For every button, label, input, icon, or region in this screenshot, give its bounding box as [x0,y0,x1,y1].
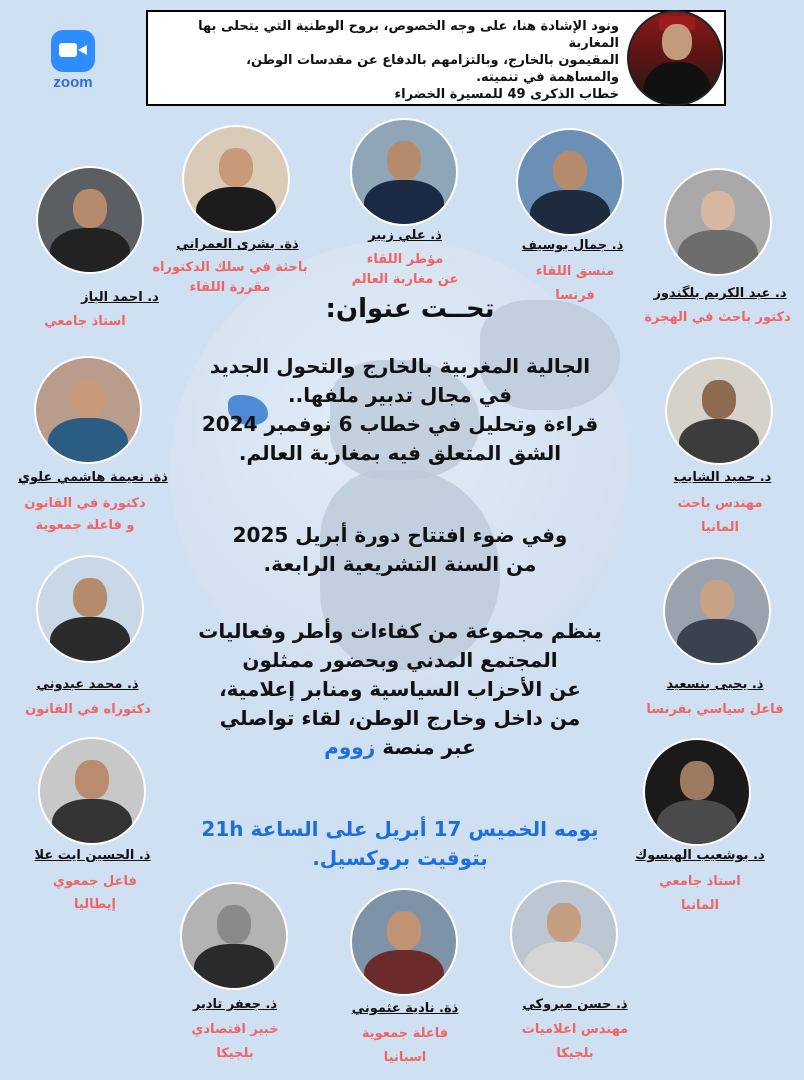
avatar-bouchra-elomrani [182,125,290,233]
avatar-ahmed-elbaz [36,166,144,274]
date-line: بتوقيت بروكسيل. [312,846,488,870]
avatar-hamid-echayeb [665,357,773,465]
participant-name: ذ. علي زبير [368,228,442,243]
avatar-abdelkrim-belguendouz [664,168,772,276]
quote-line: ونود الإشادة هنا، على وجه الخصوص، بروح الوطنية التي يتحلى بها المغاربة [198,19,619,51]
avatar-yahya-bensaid [663,557,771,665]
title-line: في مجال تدبير ملفها.. [288,383,512,407]
participant-role: فاعل سياسي بفرنسا [646,702,784,717]
participant-role: المانيا [680,898,719,913]
participant-name: ذ. جعفر تادير [192,997,278,1012]
avatar-jaafar-tadir [180,882,288,990]
platform-line [160,733,640,762]
participant-role: دكتور باحث في الهجرة [644,310,791,325]
title-line: الشق المتعلق فيه بمغاربة العالم. [238,441,562,465]
organizer-line: عن الأحزاب السياسية ومنابر إعلامية، [219,677,581,701]
participant-role: مقررة اللقاء [189,280,271,295]
title-line: الجالية المغربية بالخارج والتحول الجديد [209,354,591,378]
avatar-ali-zbir [350,118,458,226]
participant-role: دكتوراه في القانون [25,702,151,717]
participant-role: منسق اللقاء [535,264,615,279]
participant-role: المانيا [700,520,739,535]
participant-role: بلجيكا [216,1046,254,1061]
participant-role: استاذ جامعي [44,314,126,329]
participant-name: ذ. محمد عبدوني [36,677,139,692]
participant-name: ذ. جمال بوسيف [521,238,624,253]
participant-role: دكتورة في القانون [24,496,146,511]
context-line: وفي ضوء افتتاح دورة أبريل 2025 [232,523,568,547]
participant-name: ذ. الحسين ايت علا [34,848,151,863]
participant-name: ذة. نادية عثموني [351,1001,459,1016]
participant-role: باحثة في سلك الدكتوراه [152,260,308,275]
platform-name: زووم [324,735,376,759]
organizer-line: المجتمع المدني وبحضور ممثلون [242,648,558,672]
title-line: قراءة وتحليل في خطاب 6 نوفمبر 2024 [201,412,599,436]
king-portrait [627,10,723,106]
organizer-line: من داخل وخارج الوطن، لقاء تواصلي [219,706,581,730]
avatar-lahcen-aitala [38,737,146,845]
quote-line: والمساهمة في تنميته. [476,70,619,85]
participant-name: د. عبد الكريم بلگندوز [653,286,787,301]
participant-name: د. حميد الشايب [673,470,772,485]
avatar-hassan-mabrouki [510,880,618,988]
zoom-camera-icon [51,30,95,72]
participant-role: مهندس اعلاميات [521,1022,629,1037]
participant-role: استاذ جامعي [659,874,741,889]
zoom-wordmark: zoom [53,74,93,91]
organizer-text [160,617,640,762]
zoom-logo [45,30,101,92]
context-line: من السنة التشريعية الرابعة. [263,552,537,576]
participant-role: فاعل جمعوي [53,874,137,889]
participant-role: بلجيكا [556,1046,594,1061]
participant-role: خبير اقتصادي [191,1022,279,1037]
date-line: يومه الخميس 17 أبريل على الساعة 21h [201,817,599,841]
avatar-jamal-bouseef [516,128,624,236]
participant-name: د. بوشعيب الهيسوك [635,848,765,863]
platform-prefix: عبر منصة [382,735,476,759]
avatar-nadia-atmouni [350,888,458,996]
quote-text [159,18,619,103]
participant-role: عن مغاربة العالم [351,272,459,287]
participant-role: اسبانيا [383,1050,427,1065]
participant-name: ذة. نعيمة هاشمي علوي [18,470,168,485]
participant-name: ذ. حسن مبروكي [522,997,628,1012]
event-title [160,352,640,468]
participant-role: و فاعلة جمعوية [35,518,135,533]
participant-role: مؤطر اللقاء [366,252,444,267]
participant-role: إيطاليا [74,897,116,912]
quote-source: خطاب الذكرى 49 للمسيرة الخضراء [394,87,619,102]
section-heading: تحــت عنوان: [325,294,495,324]
avatar-bouchaib-elhaissouk [643,738,751,846]
organizer-line: ينظم مجموعة من كفاءات وأطر وفعاليات [198,619,602,643]
quote-line: المقيمون بالخارج، وبالتزامهم بالدفاع عن مقدسات الوطن، [246,53,619,68]
event-context [160,521,640,579]
participant-name: د. احمد الباز [81,290,159,305]
participant-role: فرنسا [555,288,595,303]
participant-name: ذة. بشرى العمراني [176,237,299,252]
avatar-mohamed-abdouni [36,555,144,663]
participant-role: مهندس باحث [677,496,763,511]
event-datetime [160,815,640,873]
participant-name: ذ. يحيى بنسعيد [666,677,764,692]
participant-role: فاعلة جمعوية [361,1026,449,1041]
avatar-naima-hachimi [34,356,142,464]
